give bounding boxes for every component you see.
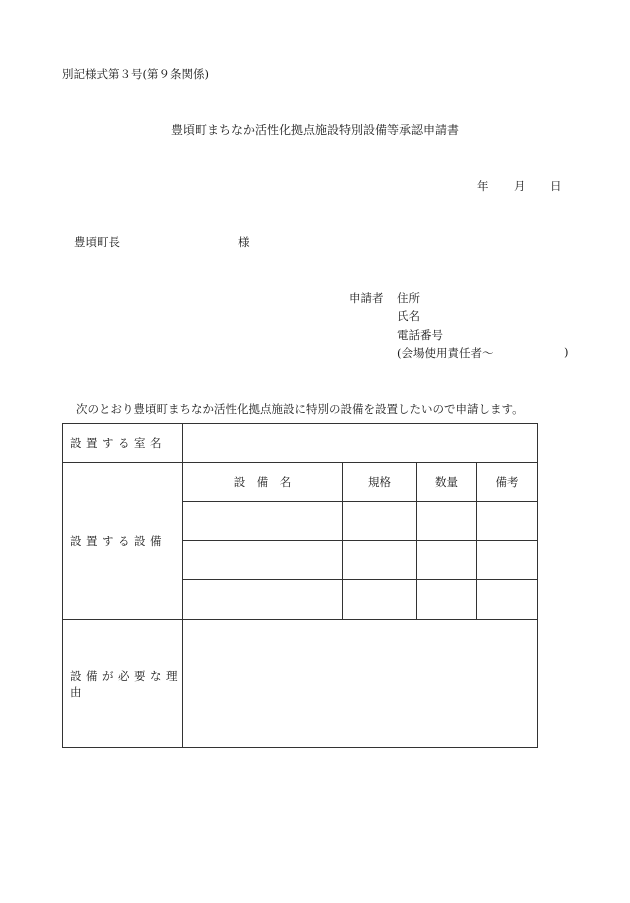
reason-input[interactable] xyxy=(183,620,538,748)
equipment-name-cell[interactable] xyxy=(183,541,343,580)
document-title: 豊頃町まちなか活性化拠点施設特別設備等承認申請書 xyxy=(170,123,459,137)
applicant-label: 申請者 xyxy=(349,291,384,305)
applicant-name-label: 氏名 xyxy=(397,309,420,323)
equipment-spec-cell[interactable] xyxy=(343,580,417,620)
responsible-person-close: ) xyxy=(564,345,569,359)
column-note: 備考 xyxy=(477,463,538,502)
responsible-person-label: (会場使用責任者～ xyxy=(397,346,494,360)
column-spec: 規格 xyxy=(343,463,417,502)
date-month-label: 月 xyxy=(514,179,526,193)
equipment-quantity-cell[interactable] xyxy=(417,580,477,620)
equipment-header-row xyxy=(63,463,538,502)
column-quantity: 数量 xyxy=(417,463,477,502)
addressee-name: 豊頃町長 xyxy=(74,235,120,249)
equipment-spec-cell[interactable] xyxy=(343,502,417,541)
date-year-label: 年 xyxy=(477,179,489,193)
equipment-name-cell[interactable] xyxy=(183,502,343,541)
reason-row xyxy=(63,620,538,748)
room-label: 設置する室名 xyxy=(63,424,183,463)
room-input[interactable] xyxy=(183,424,538,463)
date-day-label: 日 xyxy=(550,179,562,193)
equipment-spec-cell[interactable] xyxy=(343,541,417,580)
intro-text: 次のとおり豊頃町まちなか活性化拠点施設に特別の設備を設置したいので申請します。 xyxy=(76,402,524,416)
equipment-note-cell[interactable] xyxy=(477,580,538,620)
form-number: 別記様式第３号(第９条関係) xyxy=(62,67,209,81)
equipment-label: 設置する設備 xyxy=(63,463,183,620)
applicant-address-label: 住所 xyxy=(397,291,420,305)
equipment-note-cell[interactable] xyxy=(477,502,538,541)
equipment-quantity-cell[interactable] xyxy=(417,502,477,541)
equipment-note-cell[interactable] xyxy=(477,541,538,580)
room-row xyxy=(63,424,538,463)
equipment-quantity-cell[interactable] xyxy=(417,541,477,580)
equipment-name-cell[interactable] xyxy=(183,580,343,620)
application-table xyxy=(62,423,538,748)
column-equipment-name: 設 備 名 xyxy=(183,463,343,502)
addressee-honorific: 様 xyxy=(238,235,250,249)
reason-label: 設備が必要な理由 xyxy=(63,620,183,748)
applicant-phone-label: 電話番号 xyxy=(397,328,443,342)
